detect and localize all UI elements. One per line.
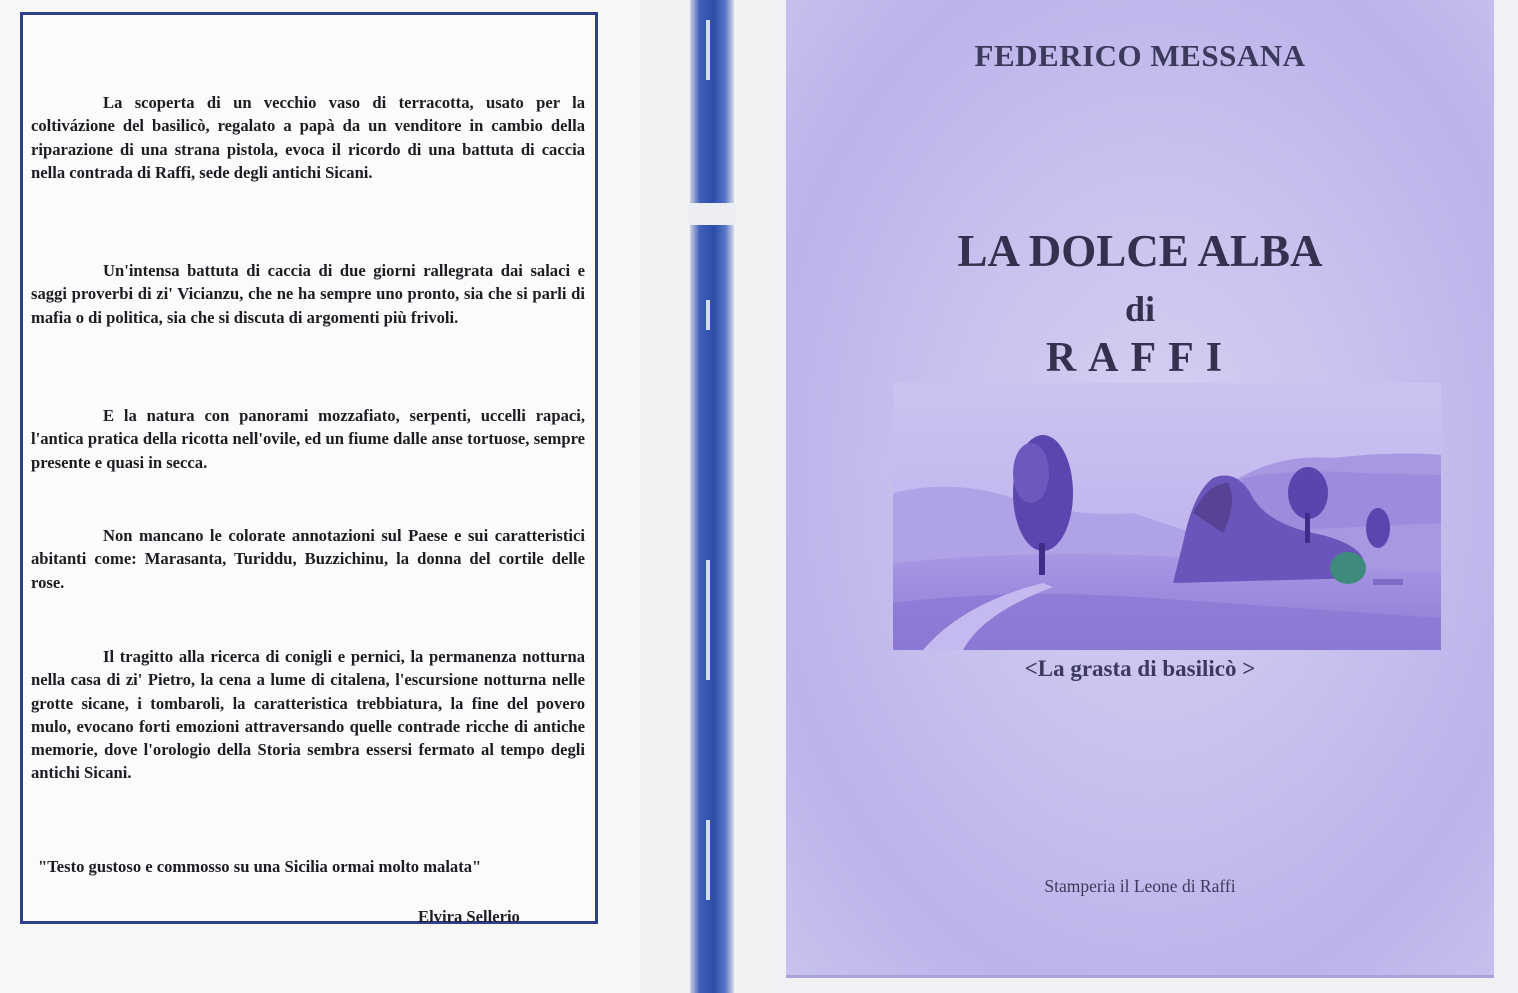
front-cover-panel — [786, 0, 1494, 978]
spine-area — [640, 0, 780, 993]
book-title-line-3: RAFFI — [1045, 335, 1235, 381]
author-name: FEDERICO MESSANA — [974, 38, 1306, 73]
spine-highlight — [706, 820, 710, 900]
book-title-line-2: di — [1124, 289, 1156, 329]
back-cover — [0, 0, 640, 993]
blurb-paragraph-4: Non mancano le colorate annotazioni sul Paese e sui caratteristici abitanti come: Marasanta, Turiddu, Buzzichinu, la donna del cortile delle rose. — [31, 526, 585, 592]
publisher-name: Stamperia il Leone di Raffi — [1044, 876, 1236, 896]
book-title-line-1: LA DOLCE ALBA — [957, 226, 1323, 276]
blurb-paragraph-5: Il tragitto alla ricerca di conigli e pernici, la permanenza notturna nella casa di zi' Pietro, la cena a lume di citalena, l'escursione notturna nelle grotte sicane, i tombaroli, la caratteristica trebbiatura, la fine del povero mulo, evocano forti emozioni attraversando quelle contrade ricche di antiche memorie, dove l'orologio della Storia sembra essersi fermato al tempo degli antichi Sicani. — [31, 647, 585, 783]
blurb-paragraph-2: Un'intensa battuta di caccia di due giorni rallegrata dai salaci e saggi proverbi di zi' Vicianzu, che ne ha sempre uno pronto, sia che si parli di mafia o di politica, sia che si discuta di argomenti più frivoli. — [31, 261, 585, 327]
quote-author: Elvira Sellerio — [418, 907, 520, 926]
review-quote: "Testo gustoso e commosso su una Sicilia ormai molto malata" — [38, 857, 482, 876]
cover-landscape-photo — [893, 383, 1441, 650]
book-subtitle: <La grasta di basilicò > — [1024, 656, 1256, 681]
book-spine — [690, 0, 734, 993]
front-cover — [780, 0, 1518, 993]
spine-highlight — [706, 300, 710, 330]
blurb-frame — [20, 12, 598, 924]
blurb-paragraph-3: E la natura con panorami mozzafiato, serpenti, uccelli rapaci, l'antica pratica della ricotta nell'ovile, ed un fiume dalle anse tortuose, sempre presente e quasi in secca. — [31, 406, 585, 472]
spine-highlight — [706, 20, 710, 80]
spine-highlight — [706, 560, 710, 680]
blurb-paragraph-1: La scoperta di un vecchio vaso di terracotta, usato per la coltivázione del basilicò, regalato a papà da un venditore in cambio della riparazione di una strana pistola, evoca il ricordo di una battuta di caccia nella contrada di Raffi, sede degli antichi Sicani. — [31, 93, 585, 182]
spine-band — [688, 203, 736, 225]
